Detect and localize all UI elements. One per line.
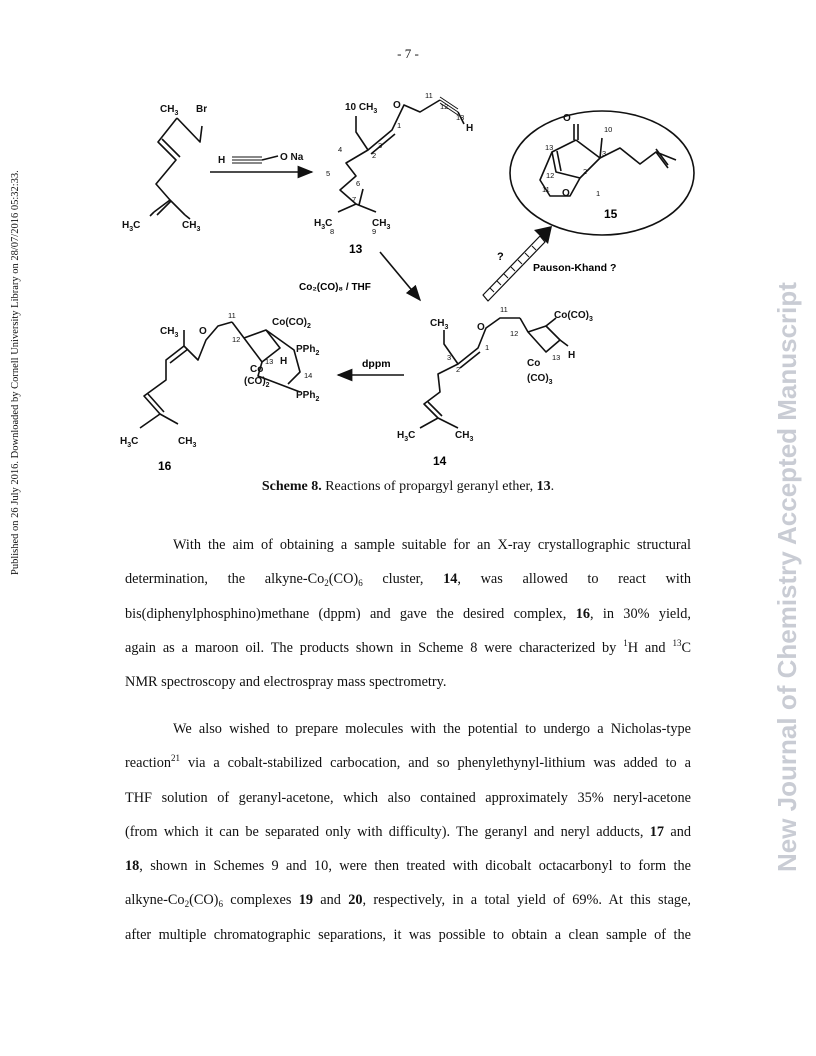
svg-text:13: 13 — [552, 353, 561, 362]
svg-text:H3C: $H_3C$ — [120, 436, 139, 449]
svg-text:H3C: $H_3C$ — [314, 218, 333, 231]
svg-text:O: O — [563, 113, 571, 124]
svg-text:6: 6 — [356, 179, 361, 188]
svg-text:7: 7 — [352, 195, 357, 204]
svg-text:O: O — [393, 100, 401, 111]
svg-text:1: 1 — [485, 343, 490, 352]
page-number: - 7 - — [397, 46, 419, 61]
svg-text:9: 9 — [372, 227, 377, 236]
pauson-khand-label: Pauson-Khand ? — [533, 262, 617, 274]
svg-text:1: 1 — [596, 189, 601, 198]
svg-text:13: 13 — [265, 357, 274, 366]
compound-number-13: 13 — [349, 242, 363, 256]
svg-text:2: 2 — [583, 167, 588, 176]
svg-text:H: H — [218, 155, 226, 166]
svg-text:13: 13 — [545, 143, 554, 152]
svg-text:8: 8 — [330, 227, 335, 236]
svg-text:11: 11 — [542, 185, 550, 194]
svg-text:CH3: $CH_3$ — [430, 318, 449, 331]
svg-text:1: 1 — [397, 121, 402, 130]
svg-text:H: H — [466, 123, 474, 134]
compound-number-16: 16 — [158, 459, 172, 473]
svg-text:CH3: $CH_3$ — [160, 104, 179, 117]
svg-text:11: 11 — [425, 91, 433, 100]
svg-text:PPh2: PPh$_2$ — [296, 344, 320, 357]
svg-text:O Na: O Na — [280, 152, 304, 163]
svg-text:13: 13 — [456, 113, 465, 122]
svg-text:CH3: $CH_3$ — [178, 436, 197, 449]
svg-text:(CO)3: $(CO)_3$ — [527, 373, 553, 386]
paragraph-2: We also wished to prepare molecules with the potential to undergo a Nicholas-type reaction$^{21}$ via a cobalt-stabilized carbocation, and so phenylethynyl-lithium was added to a THF solution of geranyl-acetone, which also contained approximately 35% neryl-acetone (from which it can be separated only with difficulty). The geranyl and neryl adducts, 17 and 18, shown in Schemes 9 and 10, were then treated with dicobalt octacarbonyl to form the alkyne-$Co_2(CO)_6$ complexes 19 and 20, respectively, in a total yield of 69%. At this stage, after multiple chromatographic separations, it was possible to obtain a clean sample of the — [125, 721, 691, 943]
reaction-scheme — [0, 0, 816, 480]
svg-text:PPh2: PPh$_2$ — [296, 390, 320, 403]
svg-text:Co(CO)3: $Co(CO)_3$ — [554, 310, 593, 323]
svg-text:H3C: $H_3C$ — [122, 220, 141, 233]
svg-text:Co(CO)2: $Co(CO)_2$ — [272, 317, 311, 330]
svg-text:4: 4 — [338, 145, 343, 154]
svg-text:10: 10 — [604, 125, 613, 134]
svg-text:Co: Co — [250, 364, 264, 375]
geranyl-bromide-structure — [150, 118, 202, 219]
question-mark: ? — [497, 251, 504, 263]
svg-text:O: O — [477, 322, 485, 333]
svg-text:14: 14 — [304, 371, 313, 380]
svg-text:O: O — [562, 188, 570, 199]
svg-text:12: 12 — [546, 171, 555, 180]
svg-text:10 CH3: 10 $CH_3$ — [345, 102, 378, 115]
svg-text:12: 12 — [440, 102, 449, 111]
compound-13-structure — [338, 97, 464, 212]
svg-text:3: 3 — [378, 141, 383, 150]
reagent-co-label: Co₂(CO)₈ / THF — [299, 282, 371, 293]
compound-number-15: 15 — [604, 207, 618, 221]
svg-text:Co: Co — [527, 358, 541, 369]
svg-text:CH3: $CH_3$ — [372, 218, 391, 231]
svg-text:H: H — [568, 350, 576, 361]
compound-15-structure — [540, 124, 676, 196]
svg-text:H3C: $H_3C$ — [397, 430, 416, 443]
svg-text:11: 11 — [500, 305, 508, 314]
paragraph-1: With the aim of obtaining a sample suitable for an X-ray crystallographic structural determination, the alkyne-$Co_2(CO)_6$ cluster, 14, was allowed to react with bis(diphenylphosphino)methane (dppm) and gave the desired complex, 16, in 30% yield, again as a maroon oil. The products shown in Scheme 8 were characterized by $^1$H and $^{13}$C NMR spectroscopy and electrospray mass spectrometry. — [125, 537, 691, 691]
svg-text:5: 5 — [326, 169, 331, 178]
svg-text:12: 12 — [232, 335, 241, 344]
svg-text:3: 3 — [447, 353, 452, 362]
compound-number-14: 14 — [433, 454, 447, 468]
svg-text:3: 3 — [602, 149, 607, 158]
svg-text:CH3: $CH_3$ — [455, 430, 474, 443]
compound-16-structure — [140, 322, 300, 428]
svg-text:CH3: $CH_3$ — [160, 326, 179, 339]
svg-text:(CO)2: $(CO)_2$ — [244, 376, 270, 389]
product-15-oval — [510, 111, 694, 235]
svg-text:11: 11 — [228, 311, 236, 320]
svg-text:2: 2 — [456, 365, 461, 374]
svg-text:O: O — [199, 326, 207, 337]
scheme-caption: Scheme 8. Reactions of propargyl geranyl ether, 13. — [261, 479, 555, 494]
svg-text:CH3: $CH_3$ — [182, 220, 201, 233]
svg-text:Br: Br — [196, 104, 208, 115]
svg-text:H: H — [280, 356, 288, 367]
svg-text:12: 12 — [510, 329, 519, 338]
reagent-dppm-label: dppm — [362, 358, 391, 370]
svg-text:2: 2 — [372, 151, 377, 160]
